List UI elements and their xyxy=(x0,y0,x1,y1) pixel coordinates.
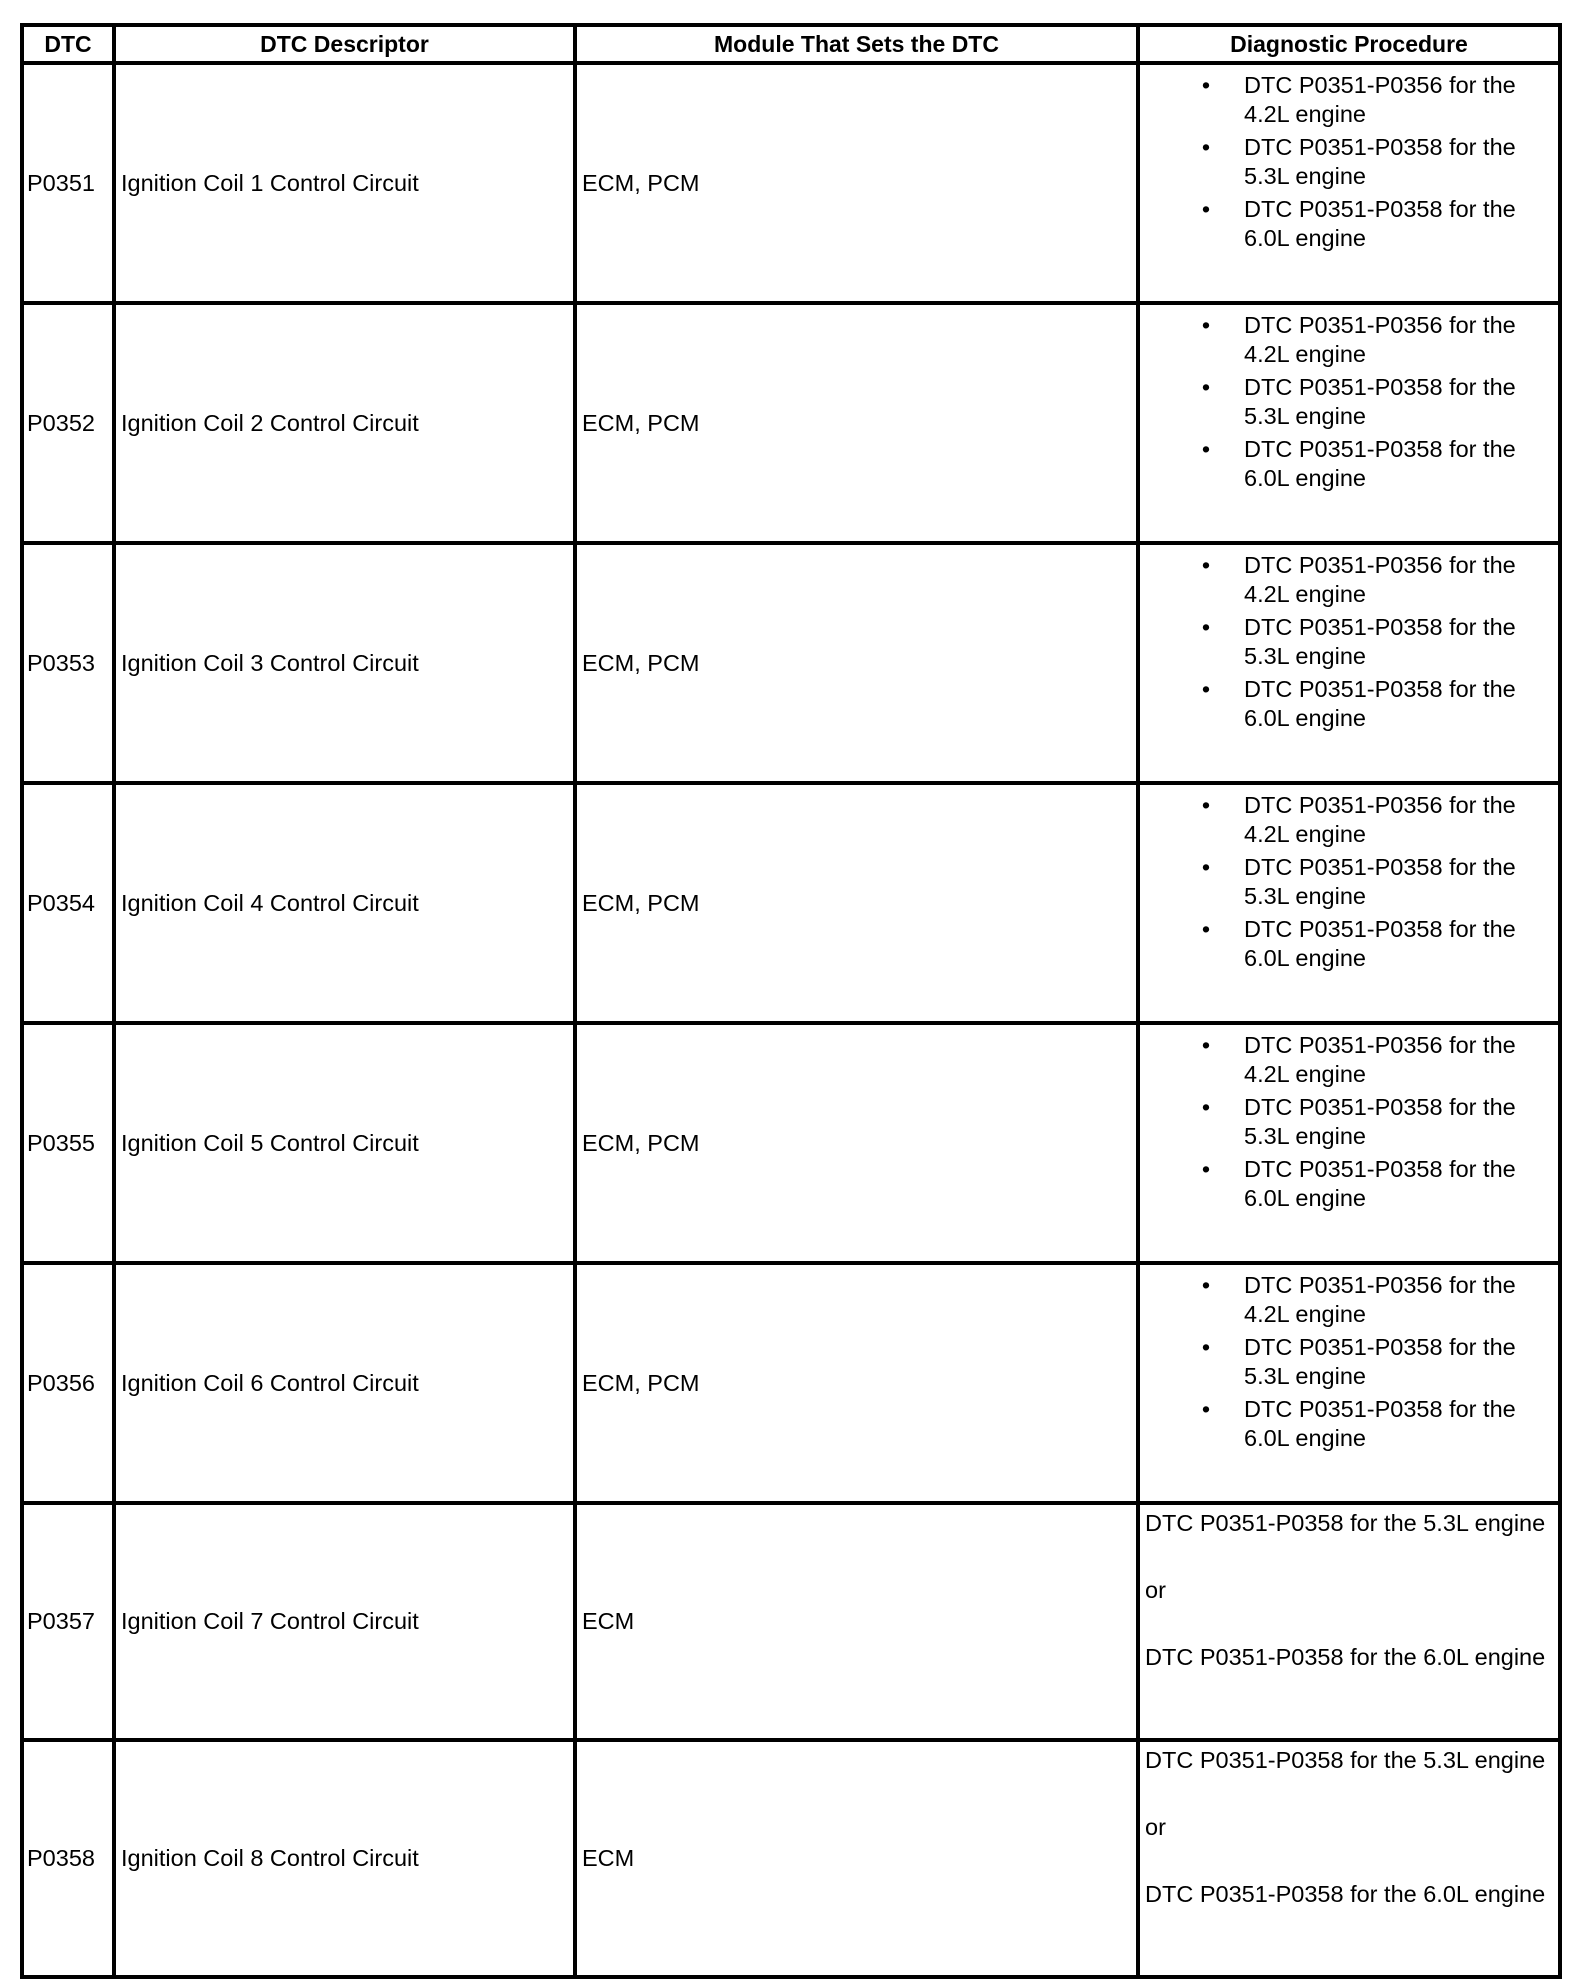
procedure-option: DTC P0351-P0358 for the 5.3L engine xyxy=(1145,1510,1546,1536)
procedure-item: • DTC P0351-P0356 for the 4.2L engine xyxy=(1140,551,1550,609)
module-cell: ECM, PCM xyxy=(575,783,1138,1023)
dtc-code: P0355 xyxy=(22,1023,114,1263)
bullet-icon: • xyxy=(1201,614,1211,640)
procedure-list xyxy=(1140,1031,1550,1213)
bullet-icon: • xyxy=(1201,1396,1211,1422)
module-cell: ECM, PCM xyxy=(575,1263,1138,1503)
procedure-or: or xyxy=(1145,1577,1166,1603)
bullet-icon: • xyxy=(1201,312,1211,338)
procedure-item: • DTC P0351-P0358 for the 6.0L engine xyxy=(1140,435,1550,493)
table-row xyxy=(22,783,1560,1023)
procedure-cell xyxy=(1138,1503,1560,1740)
procedure-item: • DTC P0351-P0358 for the 6.0L engine xyxy=(1140,1155,1550,1213)
dtc-descriptor: Ignition Coil 8 Control Circuit xyxy=(114,1740,575,1977)
procedure-item: • DTC P0351-P0358 for the 6.0L engine xyxy=(1140,1395,1550,1453)
bullet-icon: • xyxy=(1201,1094,1211,1120)
procedure-list xyxy=(1140,311,1550,493)
procedure-cell xyxy=(1138,783,1560,1023)
module-cell: ECM, PCM xyxy=(575,1023,1138,1263)
table-row xyxy=(22,1023,1560,1263)
table-row xyxy=(22,63,1560,303)
bullet-icon: • xyxy=(1201,196,1211,222)
procedure-list xyxy=(1140,551,1550,733)
dtc-descriptor: Ignition Coil 6 Control Circuit xyxy=(114,1263,575,1503)
procedure-cell xyxy=(1138,1023,1560,1263)
procedure-cell xyxy=(1138,1740,1560,1977)
procedure-item: • DTC P0351-P0358 for the 5.3L engine xyxy=(1140,1093,1550,1151)
dtc-code: P0354 xyxy=(22,783,114,1023)
bullet-icon: • xyxy=(1201,374,1211,400)
procedure-item: • DTC P0351-P0358 for the 5.3L engine xyxy=(1140,1333,1550,1391)
table-row xyxy=(22,1503,1560,1740)
bullet-icon: • xyxy=(1201,72,1211,98)
dtc-code: P0356 xyxy=(22,1263,114,1503)
dtc-descriptor: Ignition Coil 5 Control Circuit xyxy=(114,1023,575,1263)
dtc-table xyxy=(20,23,1562,1979)
table-row xyxy=(22,303,1560,543)
header-dtc-descriptor: DTC Descriptor xyxy=(114,25,575,63)
procedure-item: • DTC P0351-P0356 for the 4.2L engine xyxy=(1140,71,1550,129)
dtc-descriptor: Ignition Coil 3 Control Circuit xyxy=(114,543,575,783)
header-diagnostic-procedure: Diagnostic Procedure xyxy=(1138,25,1560,63)
header-module: Module That Sets the DTC xyxy=(575,25,1138,63)
procedure-item: • DTC P0351-P0358 for the 6.0L engine xyxy=(1140,915,1550,973)
bullet-icon: • xyxy=(1201,854,1211,880)
bullet-icon: • xyxy=(1201,1334,1211,1360)
table-row xyxy=(22,1263,1560,1503)
procedure-or: or xyxy=(1145,1814,1166,1840)
procedure-cell xyxy=(1138,303,1560,543)
procedure-item: • DTC P0351-P0358 for the 6.0L engine xyxy=(1140,195,1550,253)
dtc-code: P0351 xyxy=(22,63,114,303)
module-cell: ECM xyxy=(575,1503,1138,1740)
procedure-item: • DTC P0351-P0356 for the 4.2L engine xyxy=(1140,311,1550,369)
module-cell: ECM, PCM xyxy=(575,63,1138,303)
procedure-item: • DTC P0351-P0358 for the 5.3L engine xyxy=(1140,853,1550,911)
procedure-cell xyxy=(1138,1263,1560,1503)
procedure-item: • DTC P0351-P0358 for the 5.3L engine xyxy=(1140,373,1550,431)
dtc-descriptor: Ignition Coil 1 Control Circuit xyxy=(114,63,575,303)
bullet-icon: • xyxy=(1201,436,1211,462)
procedure-item: • DTC P0351-P0358 for the 6.0L engine xyxy=(1140,675,1550,733)
procedure-option: DTC P0351-P0358 for the 5.3L engine xyxy=(1145,1747,1546,1773)
table-header-row xyxy=(22,25,1560,63)
module-cell: ECM, PCM xyxy=(575,543,1138,783)
module-cell: ECM, PCM xyxy=(575,303,1138,543)
procedure-list xyxy=(1140,1271,1550,1453)
procedure-cell xyxy=(1138,543,1560,783)
table-row xyxy=(22,543,1560,783)
dtc-code: P0353 xyxy=(22,543,114,783)
procedure-cell xyxy=(1138,63,1560,303)
bullet-icon: • xyxy=(1201,1032,1211,1058)
bullet-icon: • xyxy=(1201,552,1211,578)
procedure-item: • DTC P0351-P0356 for the 4.2L engine xyxy=(1140,791,1550,849)
procedure-list xyxy=(1140,71,1550,253)
procedure-option: DTC P0351-P0358 for the 6.0L engine xyxy=(1145,1881,1546,1907)
table-row xyxy=(22,1740,1560,1977)
bullet-icon: • xyxy=(1201,676,1211,702)
dtc-descriptor: Ignition Coil 2 Control Circuit xyxy=(114,303,575,543)
dtc-code: P0358 xyxy=(22,1740,114,1977)
dtc-code: P0357 xyxy=(22,1503,114,1740)
bullet-icon: • xyxy=(1201,1272,1211,1298)
procedure-list xyxy=(1140,791,1550,973)
header-dtc: DTC xyxy=(22,25,114,63)
procedure-item: • DTC P0351-P0356 for the 4.2L engine xyxy=(1140,1031,1550,1089)
bullet-icon: • xyxy=(1201,1156,1211,1182)
bullet-icon: • xyxy=(1201,792,1211,818)
procedure-item: • DTC P0351-P0358 for the 5.3L engine xyxy=(1140,613,1550,671)
dtc-code: P0352 xyxy=(22,303,114,543)
bullet-icon: • xyxy=(1201,916,1211,942)
procedure-option: DTC P0351-P0358 for the 6.0L engine xyxy=(1145,1644,1546,1670)
document-page xyxy=(20,23,1562,1979)
dtc-descriptor: Ignition Coil 7 Control Circuit xyxy=(114,1503,575,1740)
dtc-descriptor: Ignition Coil 4 Control Circuit xyxy=(114,783,575,1023)
module-cell: ECM xyxy=(575,1740,1138,1977)
procedure-item: • DTC P0351-P0356 for the 4.2L engine xyxy=(1140,1271,1550,1329)
bullet-icon: • xyxy=(1201,134,1211,160)
procedure-item: • DTC P0351-P0358 for the 5.3L engine xyxy=(1140,133,1550,191)
